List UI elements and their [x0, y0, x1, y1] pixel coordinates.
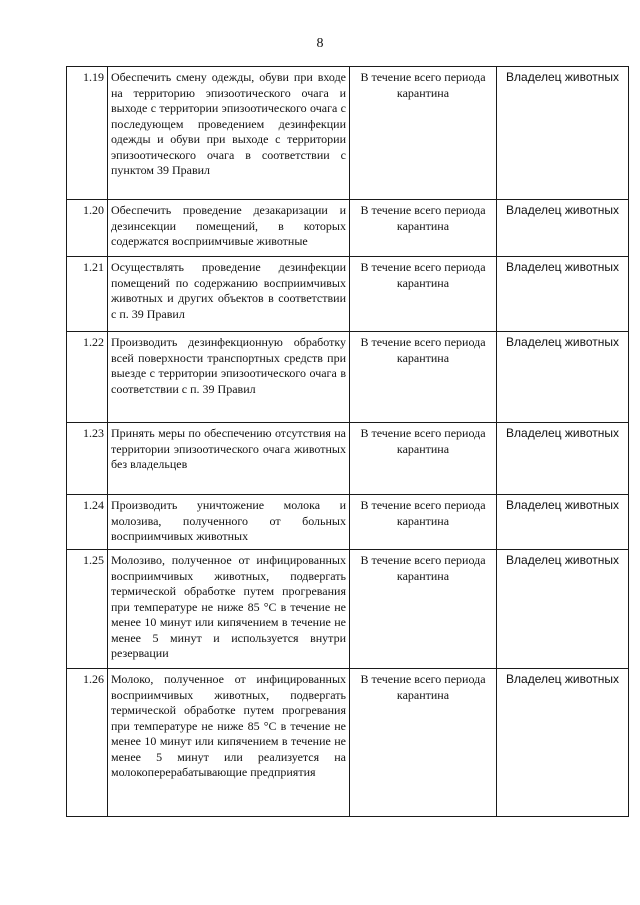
term-text: В течение всего периода карантина: [350, 200, 497, 257]
measure-text: Производить уничтожение молока и молозива, полученного от больных восприимчивых животных: [108, 495, 350, 550]
measure-text: Принять меры по обеспечению отсутствия на территории эпизоотического очага животных без владельцев: [108, 423, 350, 495]
row-number: 1.21: [67, 257, 108, 332]
measures-table: [66, 66, 629, 817]
measure-text: Осуществлять проведение дезинфекции помещений по содержанию восприимчивых животных и других объектов в соответствии с п. 39 Правил: [108, 257, 350, 332]
term-text: В течение всего периода карантина: [350, 669, 497, 817]
page-number: 8: [316, 36, 324, 51]
term-text: В течение всего периода карантина: [350, 257, 497, 332]
table-row: [67, 332, 629, 423]
table-row: [67, 423, 629, 495]
row-number: 1.24: [67, 495, 108, 550]
row-number: 1.26: [67, 669, 108, 817]
term-text: В течение всего периода карантина: [350, 550, 497, 669]
row-number: 1.25: [67, 550, 108, 669]
table-row: [67, 257, 629, 332]
table-row: [67, 495, 629, 550]
table-row: [67, 200, 629, 257]
row-number: 1.20: [67, 200, 108, 257]
measure-text: Молозиво, полученное от инфицированных восприимчивых животных, подвергать термической обработке путем прогревания при температуре не ниже 85 °С в течение не менее 10 минут или кипячением в течение не менее 5 минут и используется внутри резервации: [108, 550, 350, 669]
row-number: 1.23: [67, 423, 108, 495]
term-text: В течение всего периода карантина: [350, 67, 497, 200]
measure-text: Производить дезинфекционную обработку всей поверхности транспортных средств при выезде с территории эпизоотического очага в соответствии с п. 39 Правил: [108, 332, 350, 423]
term-text: В течение всего периода карантина: [350, 423, 497, 495]
responsible-text: Владелец животных: [497, 200, 629, 257]
measure-text: Обеспечить проведение дезакаризации и дезинсекции помещений, в которых содержатся восприимчивые животные: [108, 200, 350, 257]
table-row: [67, 67, 629, 200]
measure-text: Обеспечить смену одежды, обуви при входе на территорию эпизоотического очага и выходе с территории эпизоотического очага с последующем проведением дезинфекции одежды и обуви при выходе с территории эпизоотического очага в соответствии с пунктом 39 Правил: [108, 67, 350, 200]
responsible-text: Владелец животных: [497, 257, 629, 332]
term-text: В течение всего периода карантина: [350, 495, 497, 550]
responsible-text: Владелец животных: [497, 550, 629, 669]
row-number: 1.22: [67, 332, 108, 423]
table-row: [67, 669, 629, 817]
row-number: 1.19: [67, 67, 108, 200]
responsible-text: Владелец животных: [497, 495, 629, 550]
responsible-text: Владелец животных: [497, 332, 629, 423]
responsible-text: Владелец животных: [497, 423, 629, 495]
responsible-text: Владелец животных: [497, 669, 629, 817]
table-row: [67, 550, 629, 669]
responsible-text: Владелец животных: [497, 67, 629, 200]
term-text: В течение всего периода карантина: [350, 332, 497, 423]
measure-text: Молоко, полученное от инфицированных восприимчивых животных, подвергать термической обработке путем прогревания при температуре не ниже 85 °С в течение не менее 10 минут или кипячением в течение не менее 5 минут или реализуется на молокоперерабатывающие предприятия: [108, 669, 350, 817]
